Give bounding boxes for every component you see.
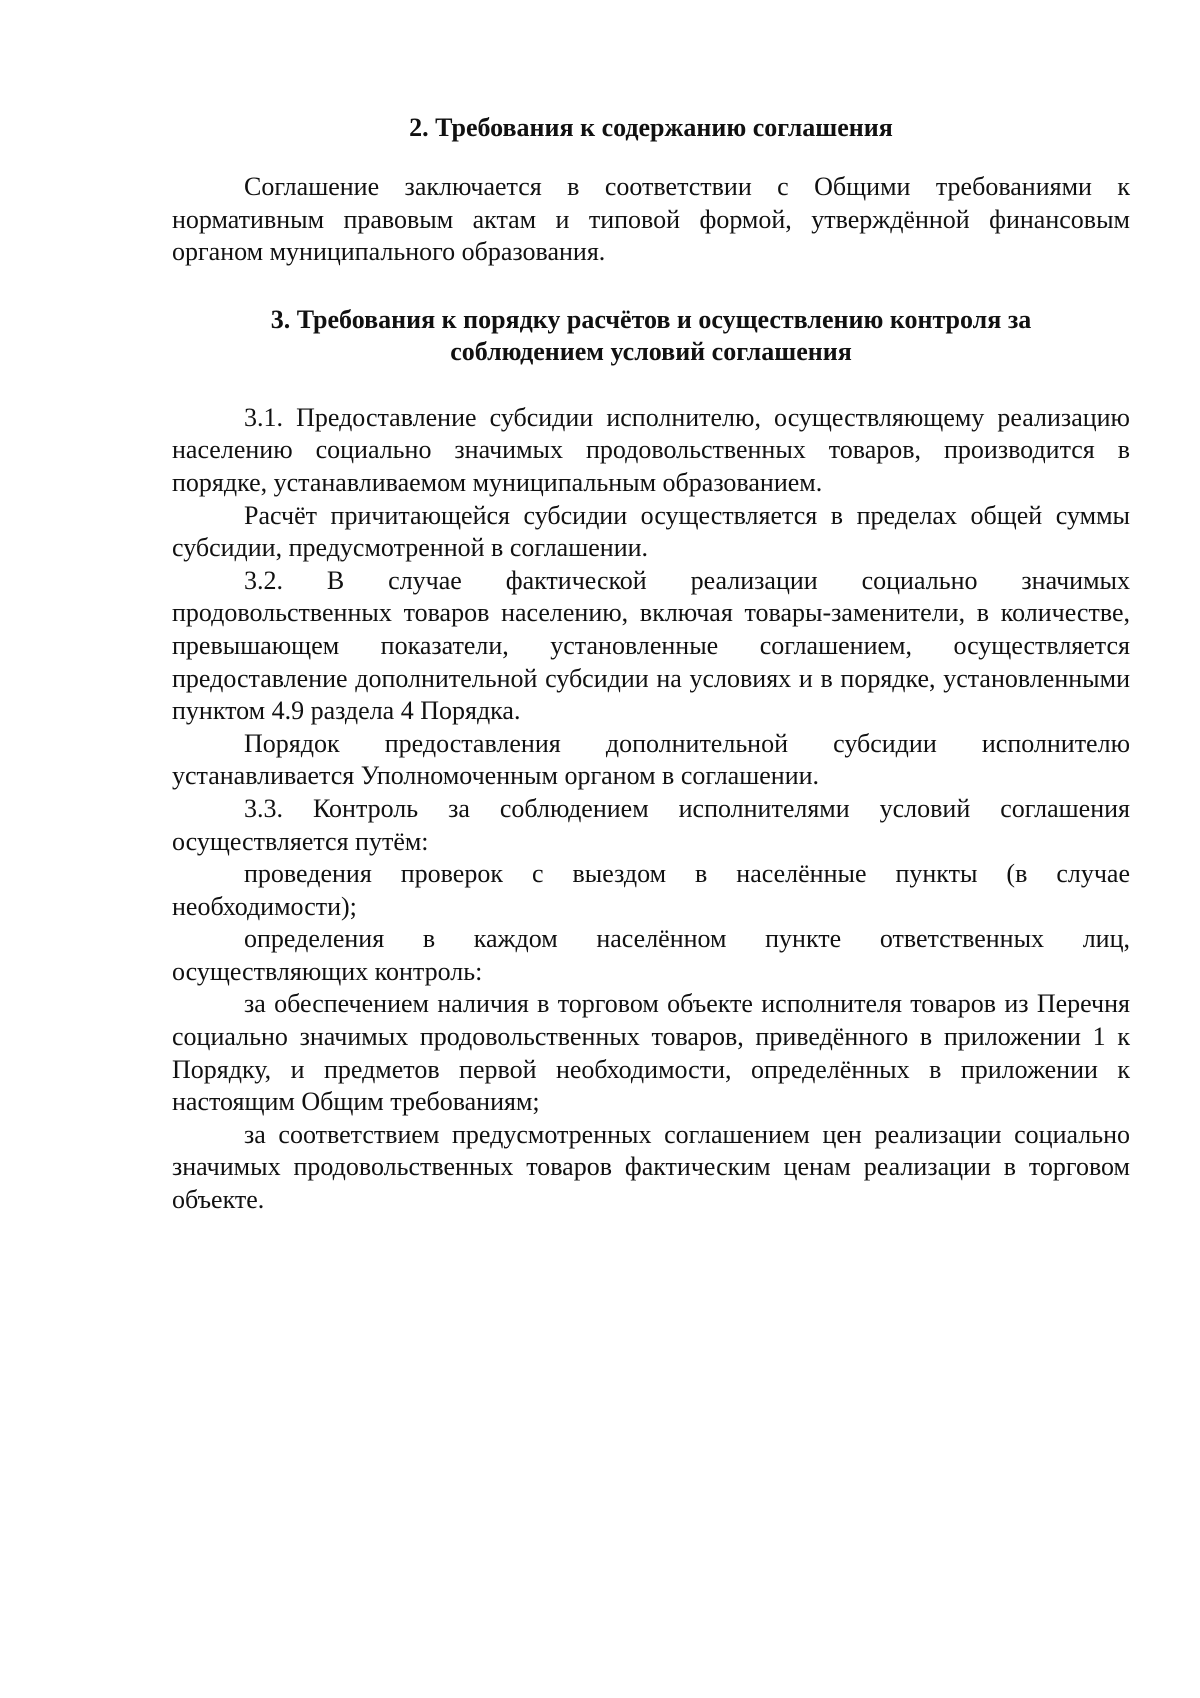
goods-availability-paragraph: за обеспечением наличия в торговом объекте исполнителя товаров из Перечня социально значимых продовольственных товаров, приведённого в приложении 1 к Порядку, и предметов первой необходимости, определённых в приложении к настоящим Общим требованиям; <box>172 989 1130 1117</box>
clause-3-1-paragraph: 3.1. Предоставление субсидии исполнителю, осуществляющему реализацию населению социально значимых продовольственных товаров, производится в порядке, устанавливаемом муниципальным образованием. <box>172 402 1130 497</box>
section-3-heading <box>172 304 1130 368</box>
section-2-heading: 2. Требования к содержанию соглашения <box>409 113 893 142</box>
additional-subsidy-order-paragraph: Порядок предоставления дополнительной субсидии исполнителю устанавливается Уполномоченным органом в соглашении. <box>172 728 1130 791</box>
inspections-paragraph: проведения проверок с выездом в населённые пункты (в случае необходимости); <box>172 859 1130 921</box>
section-3-heading-line-1: 3. Требования к порядку расчётов и осуществлению контроля за <box>270 304 1032 334</box>
clause-3-3-paragraph: 3.3. Контроль за соблюдением исполнителями условий соглашения осуществляется путём: <box>172 793 1130 856</box>
clause-3-2-paragraph: 3.2. В случае фактической реализации социально значимых продовольственных товаров населению, включая товары-заменители, в количестве, превышающем показатели, установленные соглашением, осуществляется предоставление дополнительной субсидии на условиях и в порядке, установленными пунктом 4.9 раздела 4 Порядка. <box>172 565 1130 726</box>
responsible-persons-paragraph: определения в каждом населённом пункте ответственных лиц, осуществляющих контроль: <box>172 924 1130 986</box>
section-3-heading-line-2: соблюдением условий соглашения <box>450 336 852 366</box>
price-compliance-paragraph: за соответствием предусмотренных соглашением цен реализации социально значимых продовольственных товаров фактическим ценам реализации в торговом объекте. <box>172 1119 1130 1215</box>
section-2-paragraph: Соглашение заключается в соответствии с Общими требованиями к нормативным правовым актам и типовой формой, утверждённой финансовым органом муниципального образования. <box>172 172 1130 267</box>
document-body <box>172 112 1130 1217</box>
subsidy-calculation-paragraph: Расчёт причитающейся субсидии осуществляется в пределах общей суммы субсидии, предусмотренной в соглашении. <box>172 500 1130 563</box>
